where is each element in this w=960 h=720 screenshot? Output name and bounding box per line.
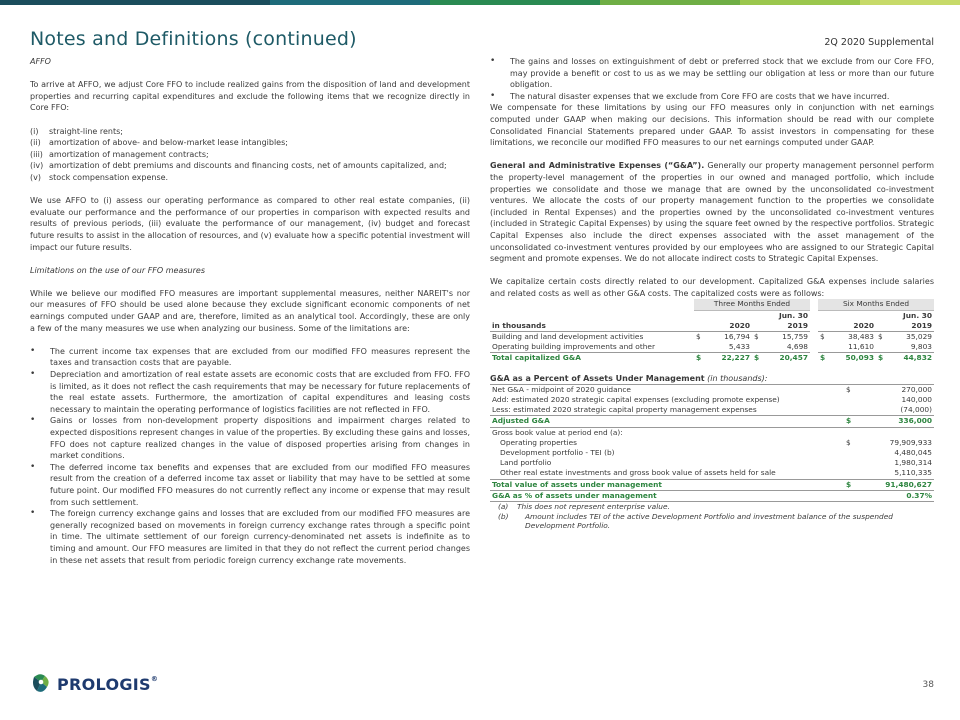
aum-table [490,384,934,502]
bullet-icon: • [30,461,36,472]
table-row: Gross book value at period end (a): [490,427,934,438]
ga-heading: General and Administrative Expenses (“G&A”). [490,161,705,171]
list-item: (ii) amortization of above- and below-market lease intangibles; [30,138,288,148]
bar-segment [740,0,860,5]
bullet-icon: • [30,369,36,380]
capitalized-ga-table: Three Months Ended Six Months Ended Jun. 30 Jun. 30 in thousands 2020 2019 2020 2019 Building and land development activities $ 16,794 $ 15,759 $ 38,483 $ 35,029 Operating building improvements and other 5,433 4,698 11,610 9,803 Total capitalized G&A $ 22,227 $ 20,457 $ 50,093 $ 44,832 [492,299,932,363]
aum-heading: G&A as a Percent of Assets Under Management (in thousands): [490,373,768,383]
bullet-icon: • [490,56,496,66]
table-row: Land portfolio 1,980,314 [500,458,932,468]
list-item: (iii) amortization of management contracts; [30,149,209,159]
list-item: • Depreciation and amortization of real estate assets are economic costs that are excluded from FFO. FFO is limited, as it does not reflect the cash requirements that may be necessary for future replacements of the real estate assets. Furthermore, the amortization of capital expenditures and leasing costs necessary to maintain the operating performance of logistics facilities are not reflected in FFO. [30,369,470,414]
limitations-bullets [30,346,470,566]
left-column [30,56,470,566]
list-item: (iv) amortization of debt premiums and discounts and financing costs, net of amounts capitalized, and; [30,161,447,171]
table-total-row: G&A as % of assets under management 0.37% [492,490,932,500]
footnote: (a) This does not represent enterprise value. [498,501,670,511]
table-row: Development portfolio - TEI (b) 4,480,045 [500,447,932,457]
table-row: Other real estate investments and gross book value of assets held for sale 5,110,335 [500,468,932,478]
prologis-mark-icon [30,672,52,696]
list-item: • Gains or losses from non-development property dispositions and impairment charges related to expected dispositions represent changes in value of the properties. By excluding these gains and losses, FFO does not capture realized changes in the value of disposed properties arising from changes in market conditions. [30,415,470,461]
list-item: • The gains and losses on extinguishment of debt or preferred stock that we exclude from our Core FFO, may provide a benefit or cost to us as we may be settling our obligation at less or more than our future obligation. [490,56,934,90]
table-row: Operating building improvements and other 5,433 4,698 11,610 9,803 [492,342,932,352]
footnotes [490,502,934,531]
list-item: (i) straight-line rents; [30,126,123,136]
bar-segment [270,0,430,5]
affo-use-paragraph: We use AFFO to (i) assess our operating performance as compared to other real estate companies, (ii) evaluate our performance and the performance of our properties in comparison with expected results and results of previous periods, (iii) evaluate the performance of our management, (iv) budget and forecast future results to assist in the allocation of resources, and (v) evaluate how a specific potential investment will impact our future results. [30,196,470,252]
affo-intro: To arrive at AFFO, we adjust Core FFO to include realized gains from the disposition of land and development properties and recurring capital expenditures and exclude the following items that we recognize directly in Core FFO: [30,80,470,113]
bar-segment [0,0,270,5]
bullet-icon: • [490,90,496,101]
bar-segment [600,0,740,5]
bar-segment [430,0,600,5]
ga-paragraph: General and Administrative Expenses (“G&A”). Generally our property management personnel perform the property-level management of the properties in our owned and managed portfolio, which include properties we consolidate and those we manage that are owned by the unconsolidated co-investment ventures. We allocate the costs of our property management function to the properties we consolidate (included in Rental Expenses) and the properties owned by the unconsolidated co-investment ventures (included in Strategic Capital Expenses) by using the square feet owned by the respective portfolios. Strategic Capital Expenses also include the direct expenses associated with the asset management of the unconsolidated co-investment ventures provided by our employees who are assigned to our Strategic Capital segment and promote expenses. We do not allocate indirect costs to Strategic Capital Expenses. [490,161,934,264]
table-row: Building and land development activities $ 16,794 $ 15,759 $ 38,483 $ 35,029 [492,332,932,342]
table-row: Net G&A - midpoint of 2020 guidance $ 270,000 [492,384,932,394]
bullet-icon: • [30,508,36,519]
page-title: Notes and Definitions (continued) [30,28,357,50]
affo-heading: AFFO [30,57,51,66]
affo-items-list [30,126,470,184]
bullet-icon: • [30,415,36,426]
unit-label: in thousands [490,321,694,332]
top-color-bar [0,0,960,5]
list-item: • The current income tax expenses that are excluded from our modified FFO measures represent the taxes and transaction costs that are payable. [30,345,470,368]
bullet-icon: • [30,345,36,356]
list-item: • The foreign currency exchange gains and losses that are excluded from our modified FFO measures are generally recognized based on movements in foreign currency exchange rates through a specific point in time. The ultimate settlement of our foreign currency-denominated net assets is indefinite as to timing and amount. Our FFO measures are limited in that they do not reflect the current period changes in these net assets that result from periodic foreign currency exchange rate movements. [30,508,470,565]
list-item: • The natural disaster expenses that we exclude from Core FFO are costs that we have incurred. [490,90,890,101]
list-item: • The deferred income tax benefits and expenses that are excluded from our modified FFO measures result from the creation of a deferred income tax asset or liability that may have to be settled at some future point. Our modified FFO measures do not currently reflect any income or expense that may result from such settlement. [30,461,470,507]
footnote: (b) Amount includes TEI of the active Development Portfolio and investment balance of the suspended Development Portfolio. [498,511,893,531]
logo-wordmark: PROLOGIS® [57,674,159,694]
table-total-row: Total capitalized G&A $ 22,227 $ 20,457 $ 50,093 $ 44,832 [492,353,932,363]
page-number: 38 [922,680,934,690]
table-header: Six Months Ended [818,299,934,310]
limitations-heading: Limitations on the use of our FFO measures [30,265,205,275]
table-total-row: Total value of assets under management $ 91,480,627 [492,479,932,489]
right-column [490,56,934,531]
table-row: Operating properties $ 79,909,933 [500,437,932,447]
limitations-bullets-continued [490,56,934,102]
table-total-row: Adjusted G&A $ 336,000 [492,416,932,426]
capitalize-paragraph: We capitalize certain costs directly related to our development. Capitalized G&A expenses include salaries and related costs as well as other G&A costs. The capitalized costs were as follows: [490,277,934,298]
table-header: Jun. 30 [903,310,932,320]
bar-segment [860,0,960,5]
list-item: (v) stock compensation expense. [30,172,169,182]
prologis-logo [30,672,158,696]
report-period: 2Q 2020 Supplemental [824,37,934,48]
compensate-paragraph: We compensate for these limitations by using our FFO measures only in conjunction with net earnings computed under GAAP when making our decisions. This information should be read with our complete Consolidated Financial Statements prepared under GAAP. To assist investors in compensating for these limitations, we reconcile our modified FFO measures to our net earnings computed under GAAP. [490,103,934,148]
table-row: Less: estimated 2020 strategic capital property management expenses (74,000) [492,405,932,415]
table-header: Jun. 30 [779,310,808,320]
table-row: Add: estimated 2020 strategic capital expenses (excluding promote expense) 140,000 [492,394,932,404]
limitations-paragraph: While we believe our modified FFO measures are important supplemental measures, neither NAREIT's nor our measures of FFO should be used alone because they exclude significant economic components of net earnings computed under GAAP and are, therefore, limited as an analytical tool. Accordingly, these are only a few of the many measures we use when analyzing our business. Some of the limitations are: [30,288,470,333]
table-header: Three Months Ended [694,299,810,310]
